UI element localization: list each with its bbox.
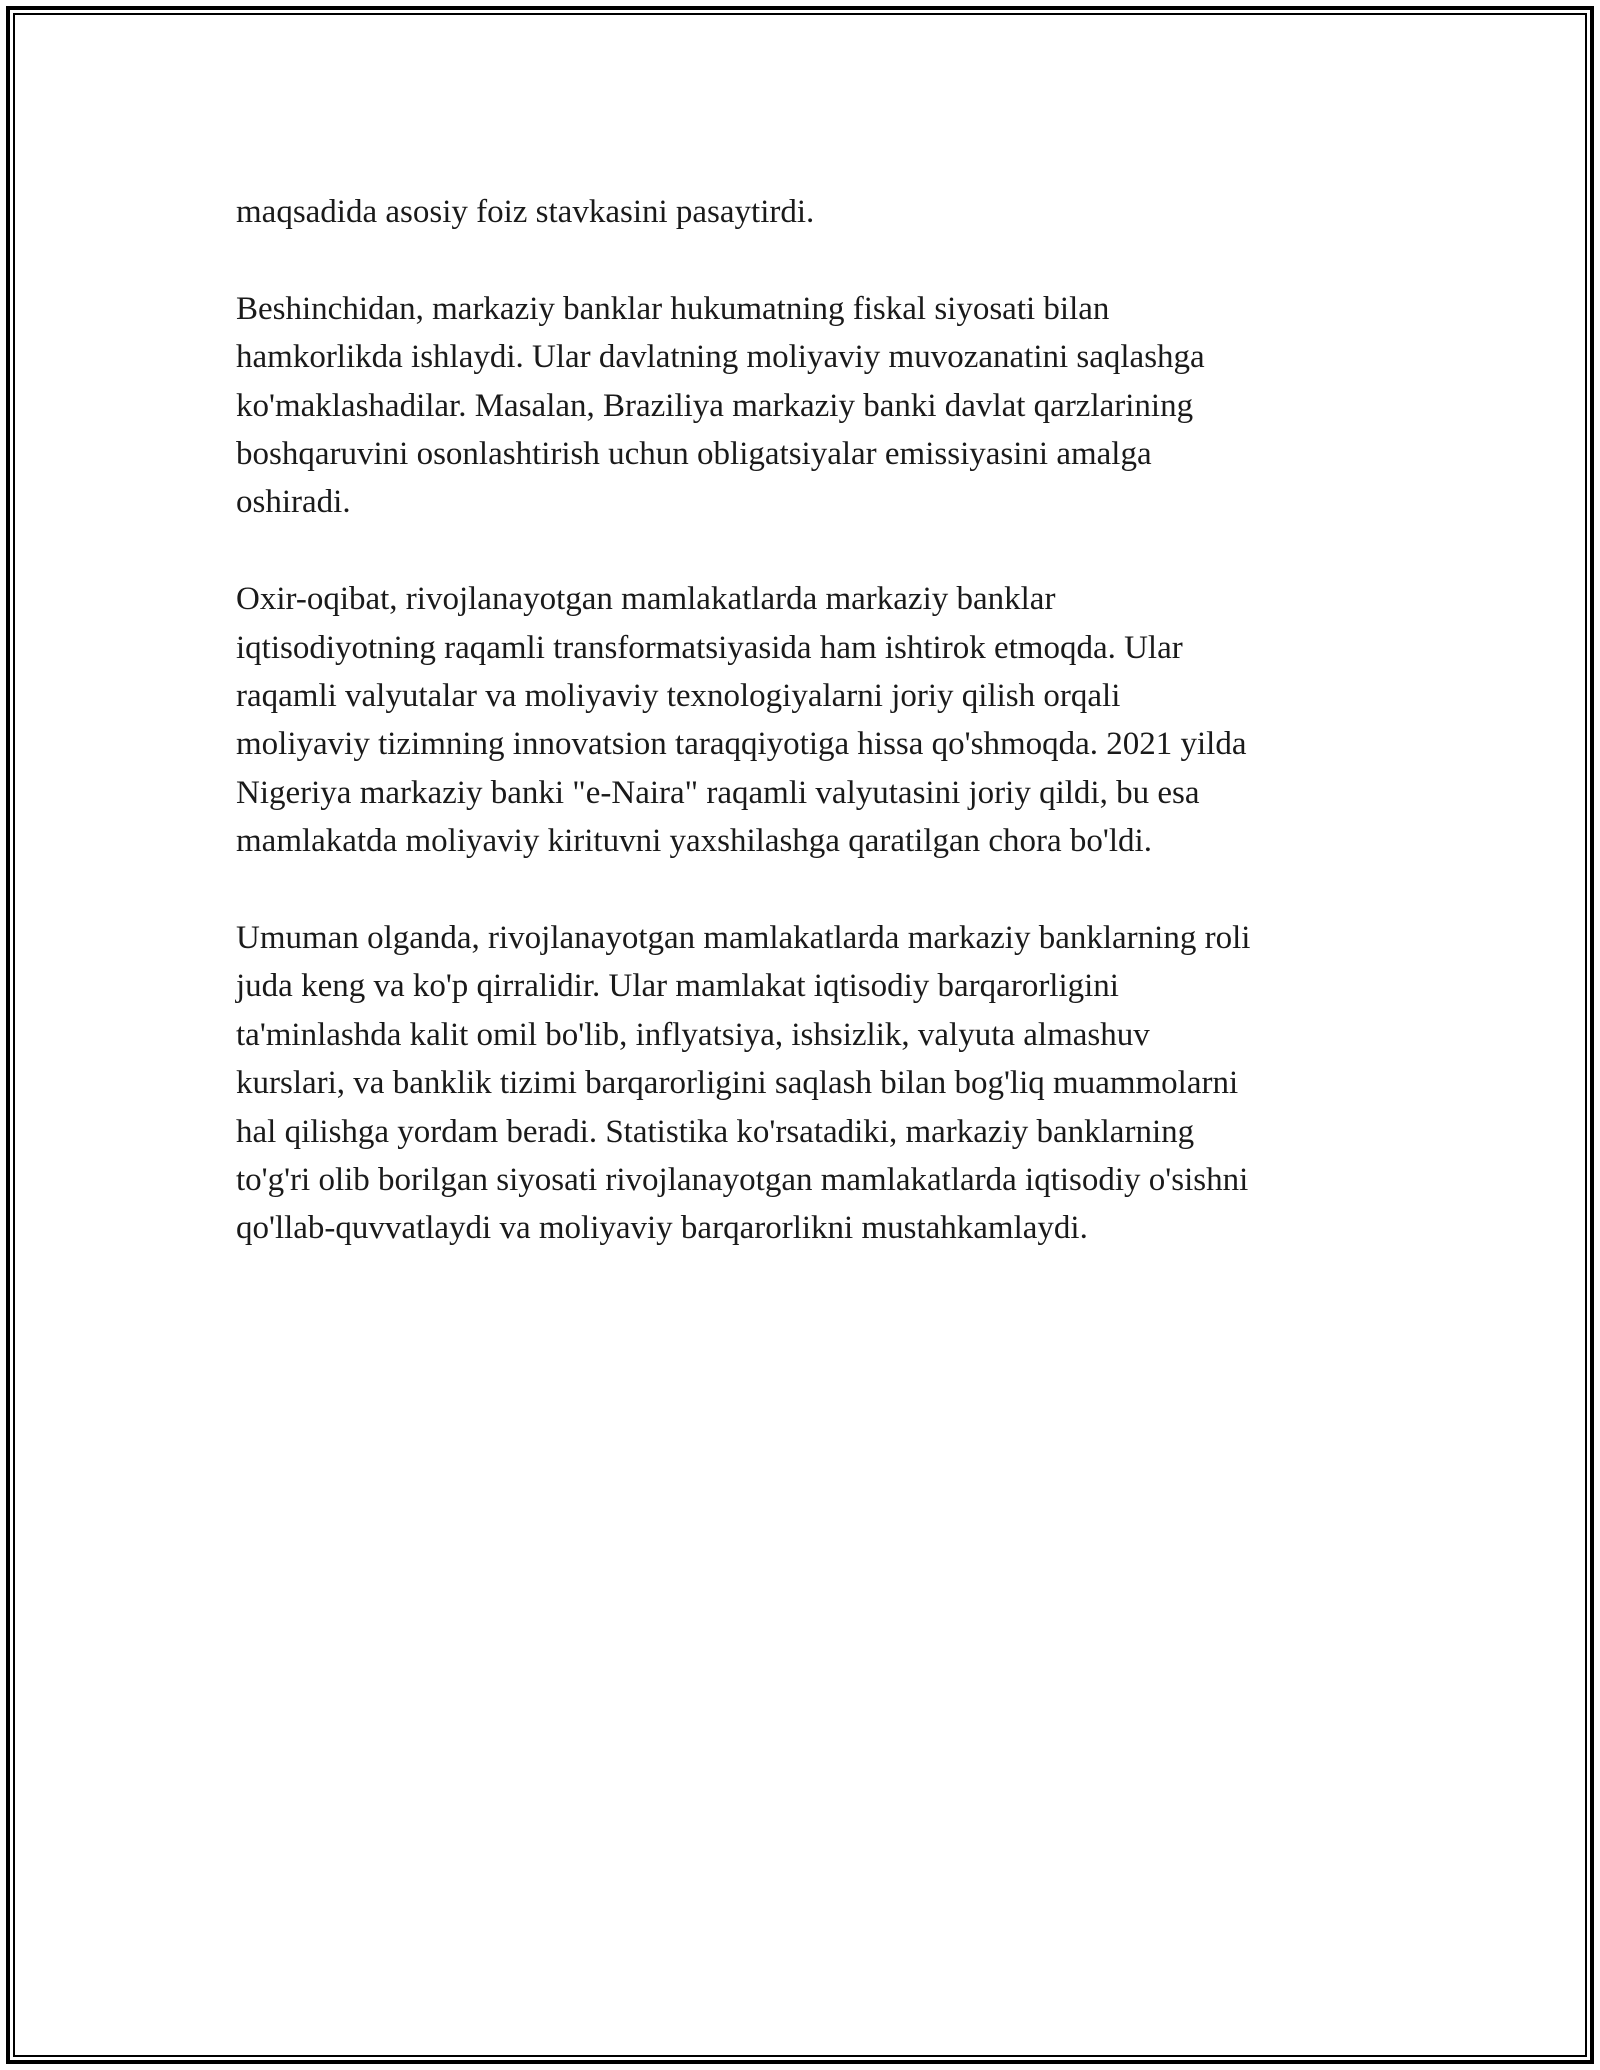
document-body bbox=[236, 188, 1376, 1301]
paragraph-continuation: maqsadida asosiy foiz stavkasini pasaytirdi. bbox=[236, 194, 815, 230]
paragraph-conclusion: Umuman olganda, rivojlanayotgan mamlakatlarda markaziy banklarning roli juda keng va ko'p qirralidir. Ular mamlakat iqtisodiy barqarorligini ta'minlashda kalit omil bo'lib, inflyatsiya, ishsizlik, valyuta almashuv kurslari, va banklik tizimi barqarorligini saqlash bilan bog'liq muammolarni hal qilishga yordam beradi. Statistika ko'rsatadiki, markaziy banklarning to'g'ri olib borilgan siyosati rivojlanayotgan mamlakatlarda iqtisodiy o'sishni qo'llab-quvvatlaydi va moliyaviy barqarorlikni mustahkamlaydi. bbox=[236, 920, 1251, 1247]
paragraph-digital-transformation: Oxir-oqibat, rivojlanayotgan mamlakatlarda markaziy banklar iqtisodiyotning raqamli transformatsiyasida ham ishtirok etmoqda. Ular raqamli valyutalar va moliyaviy texnologiyalarni joriy qilish orqali moliyaviy tizimning innovatsion taraqqiyotiga hissa qo'shmoqda. 2021 yilda Nigeriya markaziy banki "e-Naira" raqamli valyutasini joriy qildi, bu esa mamlakatda moliyaviy kirituvni yaxshilashga qaratilgan chora bo'ldi. bbox=[236, 581, 1247, 860]
paragraph-fiscal-cooperation: Beshinchidan, markaziy banklar hukumatning fiskal siyosati bilan hamkorlikda ishlaydi. Ular davlatning moliyaviy muvozanatini saqlashga ko'maklashadilar. Masalan, Braziliya markaziy banki davlat qarzlarining boshqaruvini osonlashtirish uchun obligatsiyalar emissiyasini amalga oshiradi. bbox=[236, 290, 1205, 521]
